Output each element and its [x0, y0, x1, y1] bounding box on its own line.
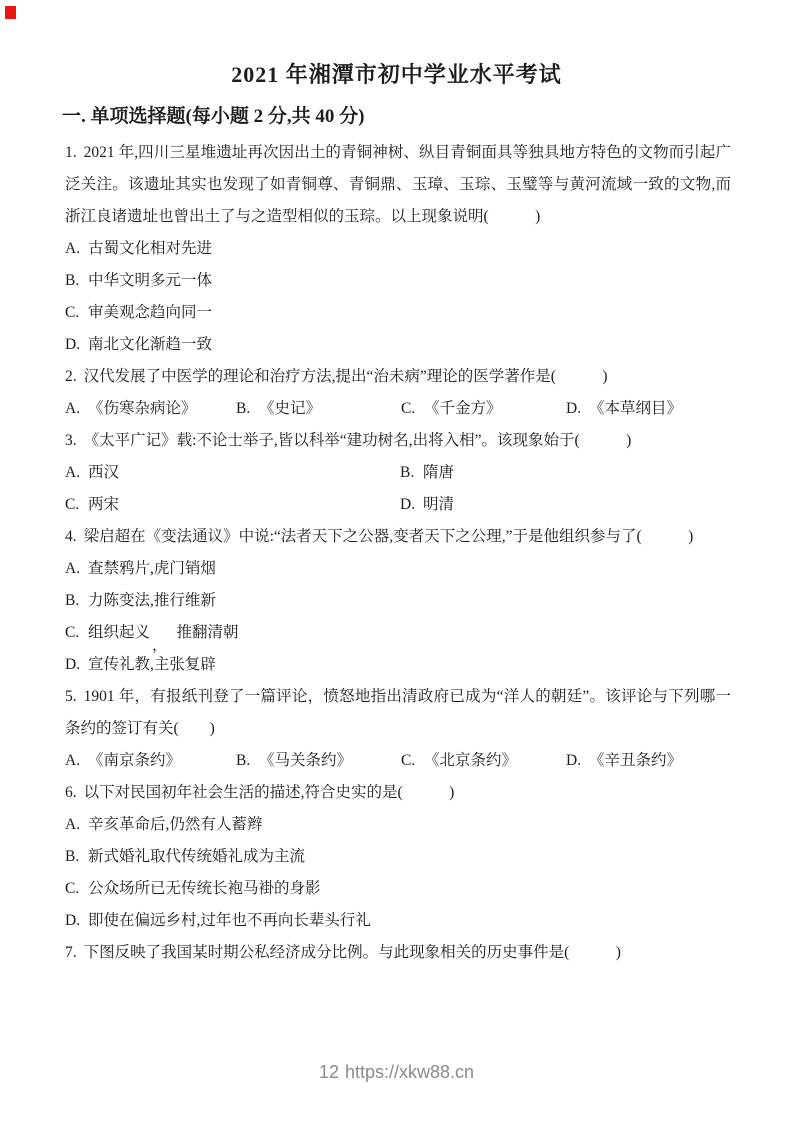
- option-text: 即使在偏远乡村,过年也不再向长辈头行礼: [88, 912, 371, 929]
- option-b: [400, 457, 731, 489]
- question-number: 2.: [65, 368, 77, 385]
- option-text: 南北文化渐趋一致: [88, 336, 213, 353]
- option-label: B.: [65, 272, 80, 289]
- option-b: [65, 265, 731, 297]
- option-label: B.: [236, 400, 251, 417]
- dropped-comma: ，: [152, 637, 168, 654]
- question-text: 下图反映了我国某时期公私经济成分比例。与此现象相关的历史事件是( ): [83, 944, 621, 961]
- option-text: 新式婚礼取代传统婚礼成为主流: [88, 848, 306, 865]
- question-6: [65, 777, 731, 937]
- question-4: [65, 521, 731, 681]
- option-label: D.: [65, 336, 81, 353]
- question-number: 6.: [65, 784, 77, 801]
- option-a: [65, 809, 731, 841]
- option-label: C.: [65, 880, 80, 897]
- option-label: A.: [65, 816, 81, 833]
- question-number: 4.: [65, 528, 77, 545]
- option-a: [65, 393, 236, 425]
- option-row: [65, 393, 731, 425]
- option-c: [401, 393, 566, 425]
- question-text: 以下对民国初年社会生活的描述,符合史实的是( ): [83, 784, 455, 801]
- option-text: 《千金方》: [424, 400, 502, 417]
- option-d: [400, 489, 731, 521]
- option-text: 《南京条约》: [88, 752, 182, 769]
- question-stem: [65, 361, 731, 393]
- option-text: 组织起义: [88, 624, 151, 641]
- option-label: C.: [401, 400, 416, 417]
- option-text: 两宋: [88, 496, 120, 513]
- question-stem: [65, 681, 731, 745]
- option-d: [65, 329, 731, 361]
- option-text: 《本草纲目》: [589, 400, 683, 417]
- option-b: [236, 393, 401, 425]
- option-a: [65, 745, 236, 777]
- option-c: [65, 489, 400, 521]
- option-label: A.: [65, 464, 81, 481]
- option-row: [65, 745, 731, 777]
- footer-site-url: https://xkw88.cn: [344, 1062, 475, 1082]
- option-row: [65, 457, 731, 489]
- footer-page-info: [0, 1062, 793, 1083]
- question-stem: [65, 137, 731, 233]
- option-text: 宣传礼教,主张复辟: [88, 656, 216, 673]
- red-corner-mark: [5, 6, 16, 19]
- option-text: 明清: [423, 496, 455, 513]
- option-d: [566, 745, 731, 777]
- exam-body: [65, 137, 731, 969]
- option-text: 力陈变法,推行维新: [88, 592, 216, 609]
- option-text: 古蜀文化相对先进: [88, 240, 213, 257]
- question-text: 2021 年,四川三星堆遗址再次因出土的青铜神树、纵目青铜面具等独具地方特色的文物而引起广泛关注。该遗址其实也发现了如青铜尊、青铜鼎、玉璋、玉琮、玉璧等与黄河流域一致的文物,而浙江良诸遗址也曾出土了与之造型相似的玉琮。以上现象说明( ): [65, 144, 731, 225]
- option-d: [566, 393, 731, 425]
- question-text: 梁启超在《变法通议》中说:“法者天下之公器,变者天下之公理,”于是他组织参与了( ): [83, 528, 694, 545]
- option-a: [65, 233, 731, 265]
- option-label: A.: [65, 400, 81, 417]
- option-text: 隋唐: [423, 464, 455, 481]
- page-title: 2021 年湘潭市初中学业水平考试: [231, 62, 562, 87]
- option-text: 查禁鸦片,虎门销烟: [88, 560, 216, 577]
- option-text: 辛亥革命后,仍然有人蓄辫: [88, 816, 263, 833]
- option-label: C.: [401, 752, 416, 769]
- option-label: C.: [65, 304, 80, 321]
- option-label: B.: [400, 464, 415, 481]
- question-2: [65, 361, 731, 425]
- option-label: B.: [65, 848, 80, 865]
- option-d: [65, 905, 731, 937]
- option-label: D.: [400, 496, 416, 513]
- option-a: [65, 457, 400, 489]
- option-text: 推翻清朝: [176, 624, 239, 641]
- option-b: [65, 841, 731, 873]
- option-text: 审美观念趋向同一: [88, 304, 213, 321]
- option-label: A.: [65, 752, 81, 769]
- option-b: [236, 745, 401, 777]
- option-c: [65, 617, 731, 654]
- option-label: C.: [65, 624, 80, 641]
- question-number: 7.: [65, 944, 77, 961]
- question-5: [65, 681, 731, 777]
- question-stem: [65, 425, 731, 457]
- option-label: D.: [65, 912, 81, 929]
- option-label: B.: [65, 592, 80, 609]
- question-1: [65, 137, 731, 361]
- option-text: 《辛丑条约》: [589, 752, 683, 769]
- option-text: 《马关条约》: [259, 752, 353, 769]
- option-b: [65, 585, 731, 617]
- question-text: 1901 年，有报纸刊登了一篇评论，愤怒地指出清政府已成为“洋人的朝廷”。该评论与下列哪一条约的签订有关( ): [65, 688, 731, 737]
- question-number: 3.: [65, 432, 77, 449]
- option-label: D.: [566, 400, 582, 417]
- option-text: 中华文明多元一体: [88, 272, 213, 289]
- option-c: [401, 745, 566, 777]
- option-label: C.: [65, 496, 80, 513]
- question-text: 汉代发展了中医学的理论和治疗方法,提出“治未病”理论的医学著作是( ): [83, 368, 608, 385]
- question-number: 5.: [65, 688, 77, 705]
- option-row: [65, 489, 731, 521]
- question-stem: [65, 937, 731, 969]
- option-c: [65, 297, 731, 329]
- option-label: A.: [65, 560, 81, 577]
- option-label: D.: [566, 752, 582, 769]
- option-text: 西汉: [88, 464, 120, 481]
- question-text: 《太平广记》载:不论士举子,皆以科举“建功树名,出将入相”。该现象始于( ): [83, 432, 632, 449]
- option-label: A.: [65, 240, 81, 257]
- option-text: 公众场所已无传统长袍马褂的身影: [88, 880, 321, 897]
- option-label: D.: [65, 656, 81, 673]
- question-stem: [65, 777, 731, 809]
- section-heading: 一. 单项选择题(每小题 2 分,共 40 分): [62, 106, 365, 127]
- option-c: [65, 873, 731, 905]
- question-number: 1.: [65, 144, 77, 161]
- option-text: 《北京条约》: [424, 752, 518, 769]
- option-text: 《史记》: [259, 400, 322, 417]
- option-label: B.: [236, 752, 251, 769]
- option-a: [65, 553, 731, 585]
- question-7: [65, 937, 731, 969]
- footer-page-number: 12: [318, 1062, 339, 1082]
- question-stem: [65, 521, 731, 553]
- question-3: [65, 425, 731, 521]
- option-text: 《伤寒杂病论》: [88, 400, 197, 417]
